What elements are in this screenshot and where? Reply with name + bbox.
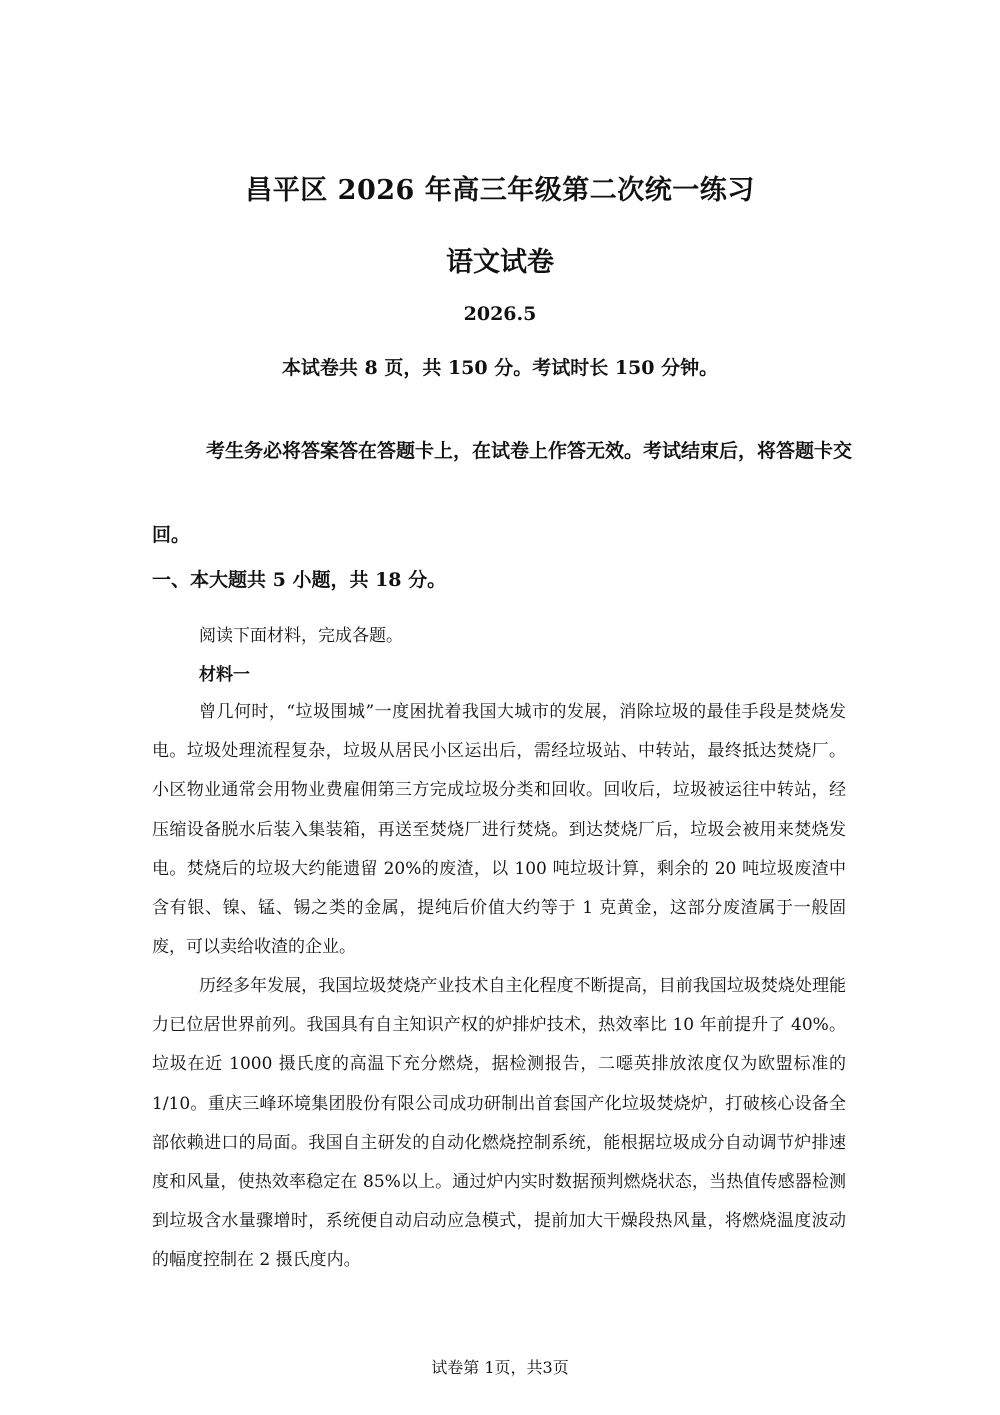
reading-instruction: 阅读下面材料，完成各题。	[199, 626, 403, 646]
material-paragraph: 历经多年发展，我国垃圾焚烧产业技术自主化程度不断提高，目前我国垃圾焚烧处理能力已位居世界前列。我国具有自主知识产权的炉排炉技术，热效率比 10 年前提升了 40%。垃圾在近 1000 摄氏度的高温下充分燃烧，据检测报告，二噁英排放浓度仅为欧盟标准的 1/10。重庆三峰环境集团股份有限公司成功研制出首套国产化垃圾焚烧炉，打破核心设备全部依赖进口的局面。我国自主研发的自动化燃烧控制系统，能根据垃圾成分自动调节炉排速度和风量，使热效率稳定在 85%以上。通过炉内实时数据预判燃烧状态，当热值传感器检测到垃圾含水量骤增时，系统便自动启动应急模式，提前加大干燥段热风量，将燃烧温度波动的幅度控制在 2 摄氏度内。	[152, 976, 846, 1271]
page-footer: 试卷第 1页，共3页	[431, 1358, 569, 1377]
subject-title: 语文试卷	[446, 247, 554, 278]
exam-date: 2026.5	[463, 303, 537, 325]
material-label: 材料一	[199, 665, 250, 685]
section-heading: 一、本大题共 5 小题，共 18 分。	[152, 569, 447, 591]
exam-title: 昌平区 2026 年高三年级第二次统一练习	[245, 175, 755, 206]
material-paragraph: 曾几何时，“垃圾围城”一度困扰着我国大城市的发展，消除垃圾的最佳手段是焚烧发电。垃圾处理流程复杂，垃圾从居民小区运出后，需经垃圾站、中转站，最终抵达焚烧厂。小区物业通常会用物业费雇佣第三方完成垃圾分类和回收。回收后，垃圾被运往中转站，经压缩设备脱水后装入集装箱，再送至焚烧厂进行焚烧。到达焚烧厂后，垃圾会被用来焚烧发电。焚烧后的垃圾大约能遗留 20%的废渣，以 100 吨垃圾计算，剩余的 20 吨垃圾废渣中含有银、镍、锰、锡之类的金属，提纯后价值大约等于 1 克黄金，这部分废渣属于一般固废，可以卖给收渣的企业。	[152, 702, 846, 958]
exam-info: 本试卷共 8 页，共 150 分。考试时长 150 分钟。	[281, 357, 719, 379]
exam-notice: 考生务必将答案答在答题卡上，在试卷上作答无效。考试结束后，将答题卡交回。	[152, 440, 853, 546]
